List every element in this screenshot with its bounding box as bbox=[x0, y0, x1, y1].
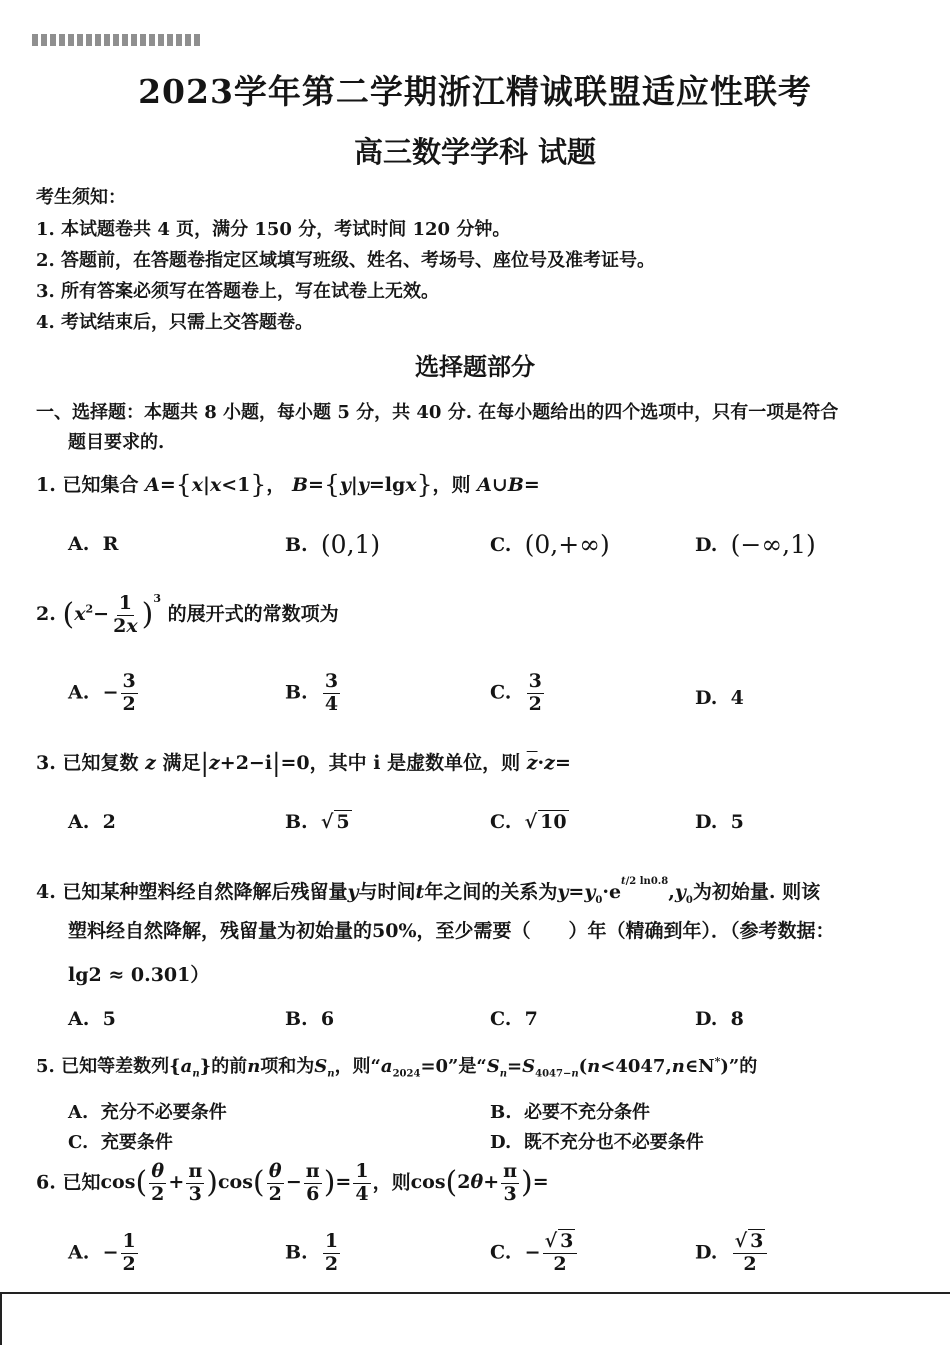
q5-option-d bbox=[490, 1128, 704, 1154]
set-b-expression: B={y|y=lgx} bbox=[291, 470, 433, 499]
option-label: D. bbox=[695, 534, 718, 556]
option-label: D. bbox=[490, 1132, 512, 1153]
option-label: D. bbox=[695, 811, 718, 833]
notice-item-3: 3. 所有答案必须写在答题卷上，写在试卷上无效。 bbox=[36, 281, 440, 302]
question-4: 4. 已知某种塑料经自然降解后残留量y与时间t年之间的关系为$y=y_0\cdot e^{t/2 ln0.8},y_0$为初始量. 则该 bbox=[36, 876, 821, 906]
q1-option-c bbox=[490, 530, 610, 559]
option-label: D. bbox=[695, 1008, 718, 1030]
option-label: A. bbox=[68, 1008, 90, 1030]
option-label: B. bbox=[285, 1008, 308, 1030]
option-label: C. bbox=[490, 811, 512, 833]
option-value: 5 bbox=[336, 811, 350, 833]
condition-a2024: $a_{2024}=0$ bbox=[380, 1056, 449, 1080]
option-label: C. bbox=[490, 534, 512, 556]
q5-option-a bbox=[68, 1098, 227, 1124]
question-text: 满足 bbox=[162, 752, 201, 774]
option-value: (0,1) bbox=[320, 530, 381, 559]
page-edge-line bbox=[0, 1292, 950, 1294]
q3-option-b: B. √ 5 bbox=[285, 811, 350, 833]
decay-formula: $y=y_0\cdot e^{t/2 ln0.8}$ bbox=[557, 876, 669, 906]
option-value: 充分不必要条件 bbox=[100, 1102, 227, 1123]
question-1 bbox=[36, 470, 540, 499]
question-text: 已知复数 bbox=[62, 752, 139, 774]
conjugate-product: $\overline{z}\cdot z=$ bbox=[526, 752, 571, 774]
variable-y: y bbox=[347, 881, 359, 903]
question-text: 已知 bbox=[62, 1171, 101, 1194]
variable-sn: $S_n$ bbox=[314, 1056, 335, 1080]
exam-title: 2023学年第二学期浙江精诚联盟适应性联考 bbox=[138, 72, 812, 111]
exam-subtitle: 高三数学学科 试题 bbox=[353, 135, 597, 169]
option-value: 6 bbox=[320, 1008, 335, 1030]
question-text: 的展开式的常数项为 bbox=[167, 603, 339, 625]
option-value: 5 bbox=[102, 1008, 116, 1030]
question-text: 已知集合 bbox=[62, 474, 139, 496]
option-label: B. bbox=[285, 811, 308, 833]
q4-option-a bbox=[68, 1008, 116, 1030]
condition-sum: $S_n=S_{4047-n}(n<4047,n\in N^*)$ bbox=[486, 1055, 729, 1080]
option-value: (−∞,1) bbox=[730, 530, 816, 559]
question-text: 年之间的关系为 bbox=[424, 881, 558, 903]
option-label: C. bbox=[490, 1241, 512, 1264]
question-text: ，则“ bbox=[334, 1056, 381, 1077]
variable-z: z bbox=[145, 752, 156, 774]
question-text: 已知某种塑料经自然降解后残留量 bbox=[62, 881, 348, 903]
binomial-expression: ($x^2-$ $\frac{1}{2x}$ )$^3$ bbox=[62, 591, 162, 637]
question-4-line-3: lg2 ≈ 0.301） bbox=[68, 964, 210, 986]
page-edge-line bbox=[0, 1292, 2, 1345]
question-text: ”是“ bbox=[448, 1056, 487, 1077]
option-label: A. bbox=[68, 1102, 89, 1123]
q5-option-c bbox=[68, 1128, 173, 1154]
option-label: C. bbox=[490, 1008, 512, 1030]
q6-option-a: A. − $\frac{1}{2}$ bbox=[68, 1230, 136, 1275]
section-title: 选择题部分 bbox=[415, 352, 535, 381]
q2-option-a: A. − $\frac{3}{2}$ bbox=[68, 670, 136, 715]
question-number: 1. bbox=[36, 474, 56, 496]
option-label: B. bbox=[285, 534, 308, 556]
q6-option-b: B. $\frac{1}{2}$ bbox=[285, 1230, 339, 1275]
section-instruction-2: 题目要求的. bbox=[68, 432, 165, 453]
option-value: 10 bbox=[540, 811, 567, 833]
option-value: 充要条件 bbox=[100, 1132, 173, 1153]
question-text: 项和为 bbox=[260, 1056, 315, 1077]
q1-option-a bbox=[68, 533, 118, 555]
option-value: 2 bbox=[102, 811, 116, 833]
notice-item-4: 4. 考试结束后，只需上交答题卷。 bbox=[36, 312, 314, 333]
option-label: B. bbox=[285, 1241, 308, 1264]
notice-heading: 考生须知： bbox=[36, 187, 126, 208]
q5-option-b bbox=[490, 1098, 650, 1124]
question-text: 的前 bbox=[211, 1056, 248, 1077]
option-value: 7 bbox=[524, 1008, 538, 1030]
q6-option-c: C. − $\frac{√ 3}{2}$ bbox=[490, 1232, 579, 1275]
option-label: D. bbox=[695, 1241, 718, 1264]
option-value: (0,+∞) bbox=[524, 530, 610, 559]
q4-option-c bbox=[490, 1008, 538, 1030]
question-number: 3. bbox=[36, 752, 56, 774]
question-text: 与时间 bbox=[358, 881, 416, 903]
question-text: 为初始量. 则该 bbox=[692, 881, 821, 903]
set-a-expression: A={x|x<1} bbox=[145, 470, 267, 499]
notice-item-2: 2. 答题前，在答题卷指定区域填写班级、姓名、考场号、座位号及准考证号。 bbox=[36, 250, 656, 271]
option-label: A. bbox=[68, 681, 90, 704]
q3-option-c: C. √ 10 bbox=[490, 811, 567, 833]
notice-item-1: 1. 本试题卷共 4 页，满分 150 分，考试时间 120 分钟。 bbox=[36, 219, 511, 240]
question-4-line-2: 塑料经自然降解，残留量为初始量的50%，至少需要（ ）年（精确到年）．（参考数据： bbox=[68, 920, 835, 942]
question-text: ，其中 i 是虚数单位，则 bbox=[309, 752, 521, 774]
q2-option-c: C. $\frac{3}{2}$ bbox=[490, 670, 542, 715]
option-label: A. bbox=[68, 533, 90, 555]
question-text: ，则 bbox=[372, 1171, 411, 1194]
section-instruction-1: 一、选择题：本题共 8 小题，每小题 5 分，共 40 分. 在每小题给出的四个选项中，只有一项是符合 bbox=[36, 402, 839, 423]
q4-option-d bbox=[695, 1008, 744, 1030]
option-value: 必要不充分条件 bbox=[524, 1102, 651, 1123]
question-number: 6. bbox=[36, 1171, 56, 1194]
question-5 bbox=[36, 1052, 757, 1080]
option-value: 5 bbox=[730, 811, 744, 833]
question-number: 4. bbox=[36, 881, 56, 903]
union-expression: A∪B= bbox=[477, 474, 540, 496]
sequence-symbol: $\{a_n\}$ bbox=[169, 1056, 212, 1080]
option-label: B. bbox=[490, 1102, 512, 1123]
option-value: 4 bbox=[730, 687, 744, 709]
option-label: C. bbox=[68, 1132, 89, 1153]
option-label: C. bbox=[490, 681, 512, 704]
scan-artifact bbox=[32, 34, 202, 46]
variable-n: n bbox=[247, 1056, 261, 1077]
q1-option-b bbox=[285, 530, 380, 559]
option-sign: − bbox=[102, 1241, 119, 1264]
question-6 bbox=[36, 1162, 549, 1205]
q4-option-b bbox=[285, 1008, 334, 1030]
q2-option-b: B. $\frac{3}{4}$ bbox=[285, 670, 339, 715]
option-label: B. bbox=[285, 681, 308, 704]
question-text: ”的 bbox=[728, 1056, 758, 1077]
target-expression: cos(2θ+ $\frac{\pi}{3}$ )= bbox=[410, 1160, 549, 1205]
option-label: A. bbox=[68, 1241, 90, 1264]
modulus-expression: |z+2−i|=0 bbox=[200, 748, 310, 777]
question-number: 5. bbox=[36, 1056, 55, 1077]
option-label: A. bbox=[68, 811, 90, 833]
option-value: 8 bbox=[730, 1008, 744, 1030]
option-sign: − bbox=[524, 1241, 541, 1264]
question-text: 已知等差数列 bbox=[61, 1056, 170, 1077]
question-text: ， bbox=[266, 474, 286, 496]
q3-option-d bbox=[695, 811, 744, 833]
q3-option-a bbox=[68, 811, 116, 833]
question-number: 2. bbox=[36, 603, 56, 625]
question-3 bbox=[36, 748, 571, 777]
q1-option-d bbox=[695, 530, 816, 559]
option-label: D. bbox=[695, 687, 718, 709]
question-text: ，则 bbox=[432, 474, 471, 496]
q6-option-d: D. $\frac{√ 3}{2}$ bbox=[695, 1232, 769, 1275]
variable-y0: y bbox=[674, 881, 686, 903]
variable-t: t bbox=[415, 881, 425, 903]
option-value: R bbox=[102, 533, 119, 555]
trig-expression: cos( $\frac{\theta}{2}$ + $\frac{\pi}{3}$ )cos( $\frac{\theta}{2}$ − $\frac{\pi}{6}$ )= $\frac{1}{4}$ bbox=[100, 1160, 369, 1205]
question-2 bbox=[36, 592, 339, 636]
q2-option-d bbox=[695, 687, 744, 709]
option-value: 既不充分也不必要条件 bbox=[523, 1132, 704, 1153]
